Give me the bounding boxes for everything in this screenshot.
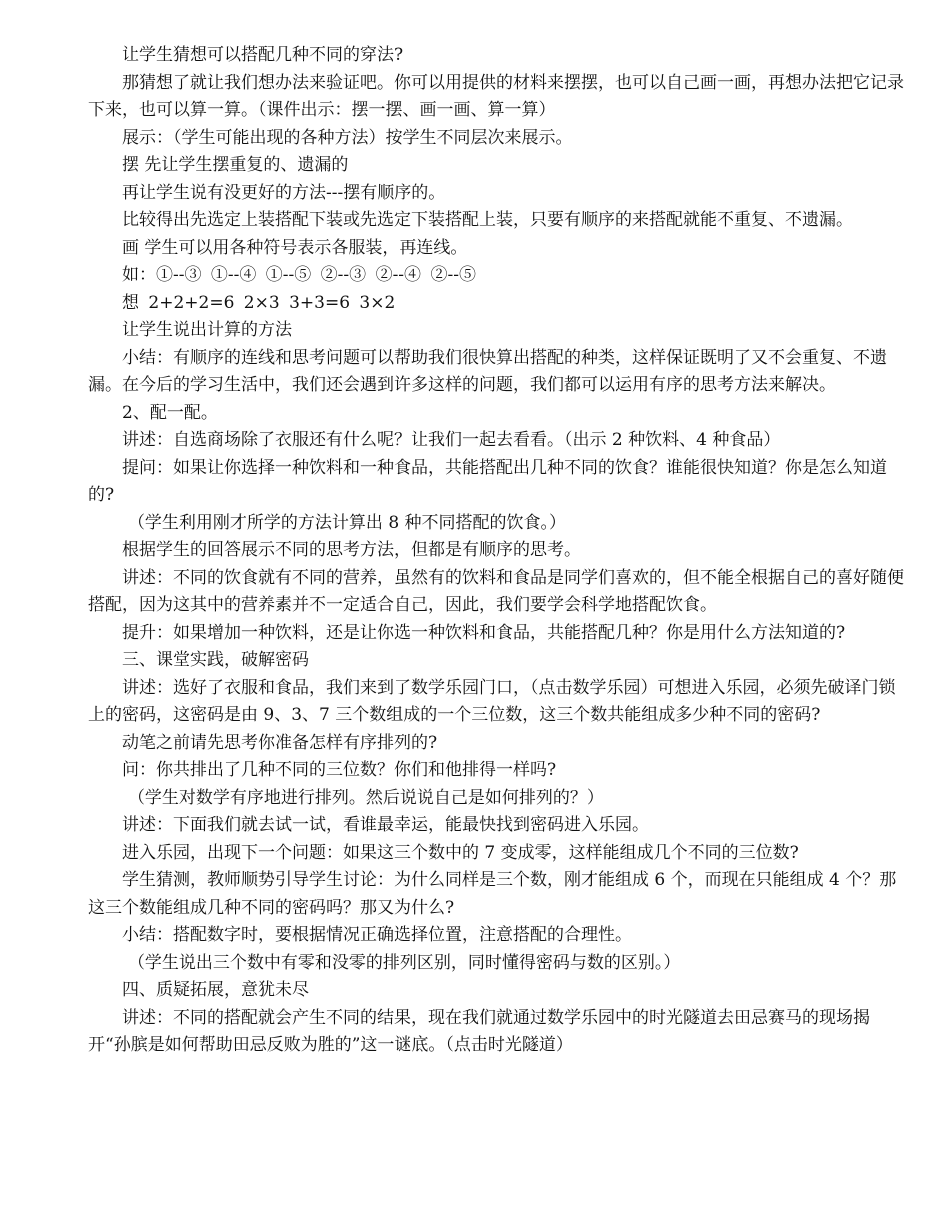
paragraph-extend-drink: 提升：如果增加一种饮料，还是让你选一种饮料和食品，共能搭配几种？你是用什么方法知道的? xyxy=(122,622,846,643)
section-heading-extend: 四、质疑拓展，意犹未尽 xyxy=(122,980,309,1000)
paragraph-draw-example: 如：①--③ ①--④ ①--⑤ ②--③ ②--④ ②--⑤ xyxy=(122,265,476,285)
paragraph-enter-park: 进入乐园，出现下一个问题：如果这三个数中的 7 变成零，这样能组成几个不同的三位数? xyxy=(122,842,799,863)
paragraph-compare: 比较得出先选定上装搭配下装或先选定下装搭配上装，只要有顺序的来搭配就能不重复、不遗漏。 xyxy=(122,210,853,230)
paragraph-summary-2: 小结：搭配数字时，要根据情况正确选择位置，注意搭配的合理性。 xyxy=(122,925,632,945)
paragraph-show-methods: 展示：（学生可能出现的各种方法）按学生不同层次来展示。 xyxy=(122,127,573,148)
paragraph-calc-method: 让学生说出计算的方法 xyxy=(122,320,292,340)
paragraph-show-thinking: 根据学生的回答展示不同的思考方法，但都是有顺序的思考。 xyxy=(122,540,581,560)
paragraph-try-it: 讲述：下面我们就去试一试，看谁最幸运，能最快找到密码进入乐园。 xyxy=(122,815,649,835)
paragraph-nutrition: 讲述：不同的饮食就有不同的营养，虽然有的饮料和食品是同学们喜欢的，但不能全根据自己的喜好随便搭配，因为这其中的营养素并不一定适合自己，因此，我们要学会科学地搭配饮食。 xyxy=(88,567,904,615)
paragraph-discuss: 学生猜测，教师顺势引导学生讨论：为什么同样是三个数，刚才能组成 6 个，而现在只能组成 4 个？那这三个数能组成几种不同的密码吗？那又为什么? xyxy=(88,870,897,918)
paragraph-arrange-repeat: 摆 先让学生摆重复的、遗漏的 xyxy=(122,155,349,175)
paragraph-guess-outfits: 让学生猜想可以搭配几种不同的穿法? xyxy=(122,45,404,65)
paragraph-student-calc: （学生利用刚才所学的方法计算出 8 种不同搭配的饮食。） xyxy=(127,512,567,533)
paragraph-narrate-supermarket: 讲述：自选商场除了衣服还有什么呢？让我们一起去看看。（出示 2 种饮料、4 种食品） xyxy=(122,430,781,450)
paragraph-password: 讲述：选好了衣服和食品，我们来到了数学乐园门口，（点击数学乐园）可想进入乐园，必须先破译门锁上的密码，这密码是由 9、3、7 三个数组成的一个三位数，这三个数共能组成多少种不同的密码? xyxy=(88,677,896,725)
paragraph-think-first: 动笔之前请先思考你准备怎样有序排列的? xyxy=(122,732,438,753)
paragraph-summary-1: 小结：有顺序的连线和思考问题可以帮助我们很快算出搭配的种类，这样保证既明了又不会重复、不遗漏。在今后的学习生活中，我们还会遇到许多这样的问题，我们都可以运用有序的思考方法来解决。 xyxy=(88,347,887,395)
paragraph-ask-count: 问：你共排出了几种不同的三位数？你们和他排得一样吗? xyxy=(122,760,557,780)
paragraph-zero-difference: （学生说出三个数中有零和没零的排列区别，同时懂得密码与数的区别。） xyxy=(127,952,681,973)
paragraph-draw: 画 学生可以用各种符号表示各服装，再连线。 xyxy=(122,237,468,258)
paragraph-question-food: 提问：如果让你选择一种饮料和一种食品，共能搭配出几种不同的饮食？谁能很快知道？你是怎么知道的? xyxy=(88,457,887,505)
paragraph-horse-race: 讲述：不同的搭配就会产生不同的结果，现在我们就通过数学乐园中的时光隧道去田忌赛马的现场揭开“孙膑是如何帮助田忌反败为胜的”这一谜底。（点击时光隧道） xyxy=(88,1007,870,1055)
section-heading-practice: 三、课堂实践，破解密码 xyxy=(122,650,309,670)
section-heading-match: 2、配一配。 xyxy=(122,402,218,423)
document-body xyxy=(88,42,906,1060)
paragraph-verify-methods: 那猜想了就让我们想办法来验证吧。你可以用提供的材料来摆摆，也可以自己画一画，再想办法把它记录下来，也可以算一算。（课件出示：摆一摆、画一画、算一算） xyxy=(88,72,904,120)
paragraph-arrange-ordered: 再让学生说有没更好的方法---摆有顺序的。 xyxy=(122,182,446,203)
paragraph-think-formula: 想 2+2+2=6 2×3 3+3=6 3×2 xyxy=(122,292,396,313)
paragraph-student-arrange: （学生对数学有序地进行排列。然后说说自己是如何排列的？） xyxy=(127,787,604,808)
